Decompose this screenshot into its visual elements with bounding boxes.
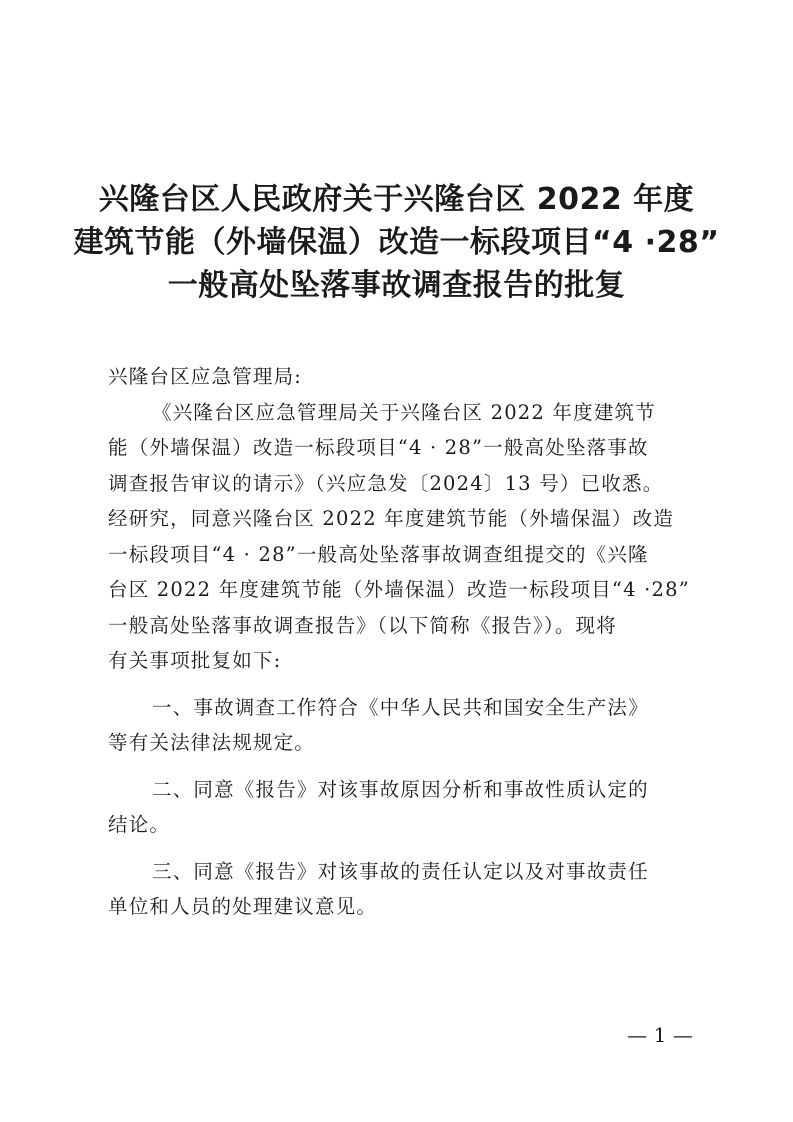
main-paragraph-line-3: 调查报告审议的请示》（兴应急发〔2024〕13 号）已收悉。	[108, 471, 664, 495]
main-paragraph-line-8: 有关事项批复如下:	[108, 649, 282, 672]
item-2-line-1: 二、同意《报告》对该事故原因分析和事故性质认定的	[152, 777, 649, 801]
item-3-line-2: 单位和人员的处理建议意见。	[108, 895, 378, 918]
main-paragraph-line-4: 经研究，同意兴隆台区 2022 年度建筑节能（外墙保温）改造	[108, 507, 675, 530]
document-title	[0, 178, 793, 307]
item-3	[108, 854, 693, 925]
title-line-3: 一般高处坠落事故调查报告的批复	[167, 268, 626, 303]
title-line-2: 建筑节能（外墙保温）改造一标段项目“4 ·28”	[73, 225, 720, 260]
item-1-line-2: 等有关法律法规规定。	[108, 731, 316, 754]
page-number: — 1 —	[627, 1023, 693, 1047]
item-1	[108, 690, 693, 761]
main-paragraph-line-2: 能（外墙保温）改造一标段项目“4 · 28”一般高处坠落事故	[108, 436, 649, 459]
main-paragraph-line-1: 《兴隆台区应急管理局关于兴隆台区 2022 年度建筑节	[152, 400, 656, 424]
main-paragraph	[108, 395, 693, 679]
main-paragraph-line-5: 一标段项目“4 · 28”一般高处坠落事故调查组提交的《兴隆	[108, 542, 649, 566]
item-1-line-1: 一、事故调查工作符合《中华人民共和国安全生产法》	[152, 695, 649, 719]
item-2	[108, 772, 693, 843]
item-2-line-2: 结论。	[108, 813, 171, 836]
item-3-line-1: 三、同意《报告》对该事故的责任认定以及对事故责任	[152, 859, 649, 883]
main-paragraph-line-7: 一般高处坠落事故调查报告》（以下简称《报告》）。现将	[108, 613, 617, 637]
main-paragraph-line-6: 台区 2022 年度建筑节能（外墙保温）改造一标段项目“4 ·28”	[108, 578, 690, 601]
document-body	[108, 359, 693, 925]
title-line-1: 兴隆台区人民政府关于兴隆台区 2022 年度	[98, 182, 695, 217]
salutation: 兴隆台区应急管理局:	[108, 365, 303, 388]
